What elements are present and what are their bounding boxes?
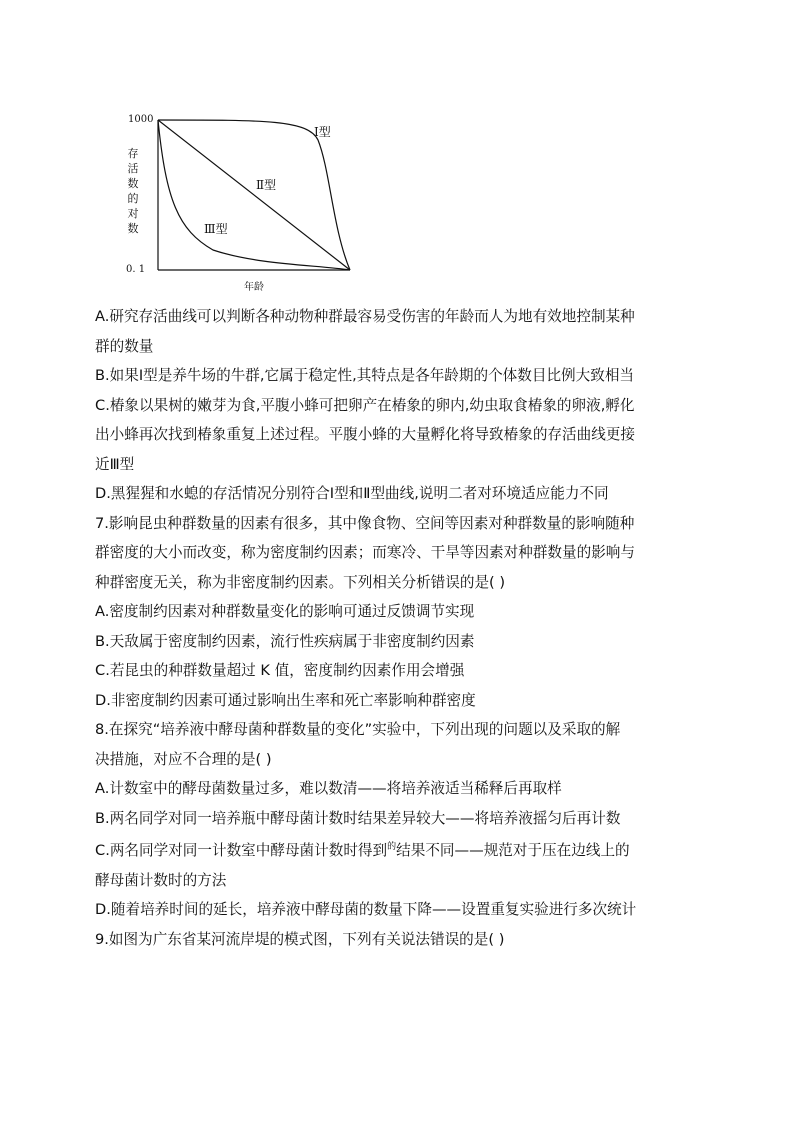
x-axis-label: 年龄 — [244, 282, 264, 293]
text-line: A.计数室中的酵母菌数量过多，难以数清——将培养液适当稀释后再取样 — [95, 780, 562, 797]
y-bottom-tick: 0. 1 — [126, 264, 146, 275]
text-line: C.若昆虫的种群数量超过 K 值，密度制约因素作用会增强 — [95, 662, 465, 679]
text-line: B.两名同学对同一培养瓶中酵母菌计数时结果差异较大——将培养液摇匀后再计数 — [95, 809, 621, 827]
text-line: 酵母菌计数时的方法 — [95, 871, 227, 889]
text-line: B.如果Ⅰ型是养牛场的牛群,它属于稳定性,其特点是各年龄期的个体数目比例大致相当 — [95, 367, 635, 384]
text-line: 出小蜂再次找到椿象重复上述过程。平腹小蜂的大量孵化将导致椿象的存活曲线更接 — [95, 426, 635, 443]
text-line: 群的数量 — [95, 337, 154, 355]
text-line: 近Ⅲ型 — [95, 455, 135, 473]
text-line: C.椿象以果树的嫩芽为食,平腹小蜂可把卵产在椿象的卵内,幼虫取食椿象的卵液,孵化 — [95, 396, 635, 414]
type-i-label: Ⅰ型 — [314, 125, 331, 139]
c8-after: 结果不同——规范对于压在边线上的 — [396, 842, 630, 859]
text-line: 决措施，对应不合理的是( ) — [95, 750, 272, 768]
c8-sup: 的 — [387, 842, 397, 852]
question-text — [95, 302, 705, 954]
text-line: 种群密度无关，称为非密度制约因素。下列相关分析错误的是( ) — [95, 573, 506, 591]
text-line: 群密度的大小而改变，称为密度制约因素；而寒冷、干旱等因素对种群数量的影响与 — [95, 544, 635, 561]
text-line-c8 — [95, 833, 705, 866]
text-line: D.非密度制约因素可通过影响出生率和死亡率影响种群密度 — [95, 691, 476, 709]
y-axis-label: 存活数的对数 — [127, 147, 139, 235]
text-line: B.天敌属于密度制约因素，流行性疾病属于非密度制约因素 — [95, 632, 475, 650]
text-line: D.随着培养时间的延长，培养液中酵母菌的数量下降——设置重复实验进行多次统计 — [95, 901, 637, 918]
type-ii-curve — [158, 120, 350, 270]
survival-curve-figure — [118, 110, 378, 294]
text-line: D.黑猩猩和水螅的存活情况分别符合Ⅰ型和Ⅱ型曲线,说明二者对环境适应能力不同 — [95, 485, 609, 502]
text-line: A.研究存活曲线可以判断各种动物种群最容易受伤害的年龄而人为地有效地控制某种 — [95, 308, 635, 325]
text-line: 7.影响昆虫种群数量的因素有很多，其中像食物、空间等因素对种群数量的影响随种 — [95, 514, 635, 532]
text-line: A.密度制约因素对种群数量变化的影响可通过反馈调节实现 — [95, 603, 475, 620]
c8-before: C.两名同学对同一计数室中酵母菌计数时得到 — [95, 842, 388, 859]
y-top-tick: 1000 — [128, 114, 154, 125]
survival-curve-plot — [118, 110, 378, 294]
text-line: 8.在探究“培养液中酵母菌种群数量的变化”实验中，下列出现的问题以及采取的解 — [95, 721, 621, 738]
type-iii-label: Ⅲ型 — [204, 222, 228, 236]
text-line: 9.如图为广东省某河流岸堤的模式图，下列有关说法错误的是( ) — [95, 930, 505, 948]
type-ii-label: Ⅱ型 — [256, 178, 277, 192]
